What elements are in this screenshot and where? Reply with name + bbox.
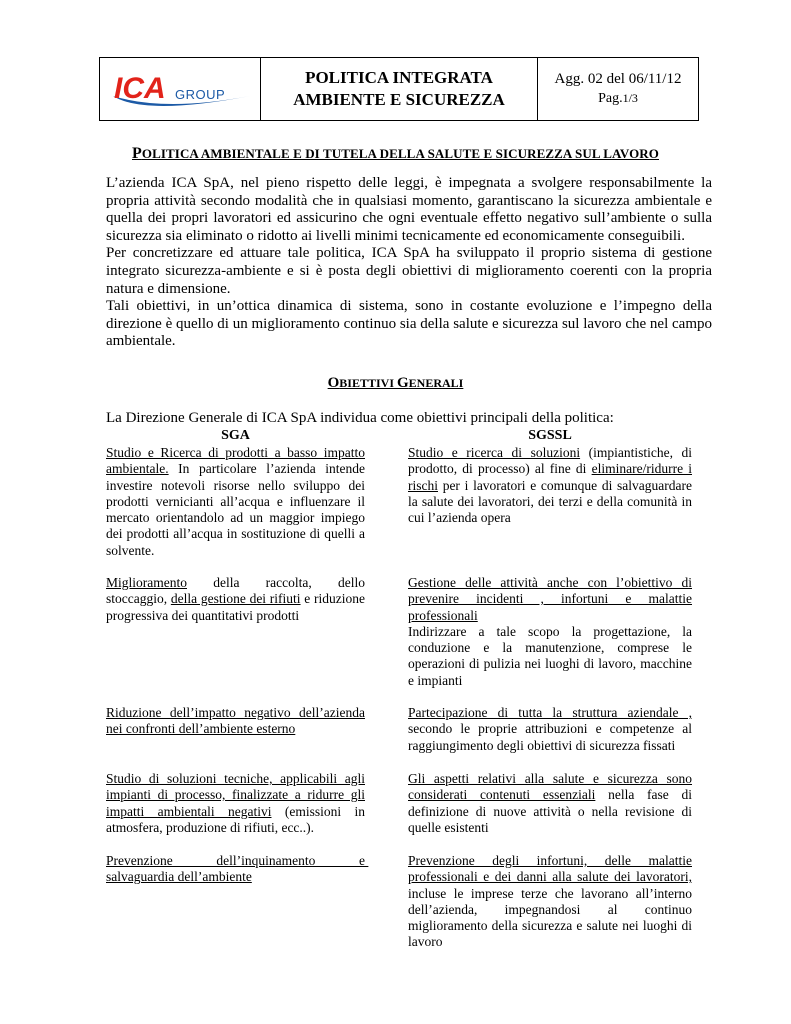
sga-item-5 [106, 853, 369, 886]
sgssl-item-5 [408, 853, 692, 951]
intro-paragraph-3: Tali obiettivi, in un’ottica dinamica di sistema, sono in costante evoluzione e l’impegno della direzione è quello di un miglioramento continuo sia della salute e sicurezza sul lavoro che nel campo ambientale. [106, 298, 712, 350]
sga-item-1 [106, 445, 365, 559]
revision-date: Agg. 02 del 06/11/12 [554, 71, 682, 87]
revision-info [538, 58, 698, 120]
objectives-heading [0, 375, 791, 392]
sgssl-item-3-underlined: Partecipazione di tutta la struttura aziendale , [408, 705, 692, 720]
objectives-lead: La Direzione Generale di ICA SpA individua come obiettivi principali della politica: [106, 410, 614, 426]
svg-text:ICA: ICA [114, 72, 166, 105]
sga-item-4 [106, 771, 365, 836]
sgssl-title: SGSSL [528, 428, 572, 443]
sga-item-1-underlined: Studio e Ricerca di prodotti a basso impatto ambientale. [106, 445, 365, 477]
sga-column [106, 428, 369, 898]
sga-item-2-text-b: e riduzione progressiva dei quantitativi prodotti [106, 591, 365, 623]
sga-item-3-underlined: Riduzione dell’impatto negativo dell’azienda nei confronti dell’ambiente esterno [106, 705, 365, 737]
sgssl-item-5-underlined: Prevenzione degli infortuni, delle malattie professionali e dei danni alla salute dei lavoratori, [408, 853, 692, 885]
svg-text:GROUP: GROUP [175, 87, 226, 102]
sga-item-1-text: In particolare l’azienda intende investire notevoli risorse nello sviluppo dei prodotti vernicianti all’acqua e influenzare il mercato orientandolo ad un maggior impiego dei prodotti all’acqua in sostituzione di quelli a solvente. [106, 461, 365, 558]
sgssl-item-4-underlined: Gli aspetti relativi alla salute e sicurezza sono considerati contenuti essenziali [408, 771, 692, 803]
objectives-rest-o: BIETTIVI [339, 376, 397, 390]
section-heading [0, 145, 791, 163]
sgssl-item-4 [408, 771, 692, 836]
sga-item-4-text: (emissioni in atmosfera, produzione di rifiuti, ecc..). [106, 803, 365, 835]
sga-item-4-underlined: Studio di soluzioni tecniche, applicabili agli impianti di processo, finalizzate a ridurre gli impatti ambientali negativi [106, 771, 365, 819]
heading-initial: P [132, 145, 142, 162]
document-title [261, 58, 538, 120]
sgssl-item-1-text-b: per i lavoratori e comunque di salvaguardare la salute dei lavoratori, dei terzi e della comunità in cui l’azienda opera [408, 477, 692, 526]
sgssl-item-1-underlined-b: eliminare/ridurre i rischi [408, 461, 692, 493]
sga-item-2-underlined-b: della gestione dei rifiuti [170, 591, 301, 607]
intro-paragraph-1: L’azienda ICA SpA, nel pieno rispetto delle leggi, è impegnata a svolgere responsabilmente la propria attività secondo modalità che in qualsiasi momento, garantiscano la sicurezza ambientale e quella dei propri lavoratori ed assicurino che ogni eventuale effetto negativo sull’ambiente o sulla sicurezza sia eliminato o ridotto ai livelli minimi tecnicamente ed economicamente conseguibili. [106, 175, 712, 244]
sga-title: SGA [221, 428, 250, 443]
sga-item-3 [106, 705, 365, 738]
sgssl-item-2 [408, 575, 692, 689]
objectives-rest-g: ENERALI [408, 376, 464, 390]
title-line-2: AMBIENTE E SICUREZZA [293, 90, 505, 109]
intro-text [106, 175, 712, 351]
sgssl-column [408, 428, 692, 958]
sgssl-item-5-text: incluse le imprese terze che lavorano all’interno dell’azienda, impegnandosi al continuo miglioramento della sicurezza e salute nei luoghi di lavoro [408, 885, 692, 950]
sgssl-item-1-underlined-a: Studio e ricerca di soluzioni [408, 445, 581, 460]
page-number: 1/3 [622, 91, 638, 105]
objectives-initial-o: O [327, 375, 340, 391]
sga-item-2-underlined-a: Miglioramento [106, 575, 187, 590]
page-indicator [598, 89, 638, 108]
page-label: Pag. [598, 91, 623, 106]
objectives-initial-g: G [397, 375, 409, 391]
sgssl-item-3 [408, 705, 692, 754]
title-line-1: POLITICA INTEGRATA [305, 68, 493, 87]
sgssl-item-3-text: secondo le proprie attribuzioni e competenze al raggiungimento degli obiettivi di sicurezza fissati [408, 721, 692, 753]
sga-item-2 [106, 575, 369, 624]
heading-rest: OLITICA AMBIENTALE E DI TUTELA DELLA SALUTE E SICUREZZA SUL LAVORO [141, 146, 659, 161]
sgssl-item-2-text: Indirizzare a tale scopo la progettazione, la conduzione e la manutenzione, comprese le operazioni di pulizia nei luoghi di lavoro, macchine e impianti [408, 623, 692, 688]
sgssl-item-1-text-a: (impiantistiche, di prodotto, di processo) al fine di [408, 445, 692, 477]
sga-item-2-text-a: della raccolta, dello stoccaggio, [106, 575, 369, 607]
document-header [99, 57, 699, 121]
intro-paragraph-2: Per concretizzare ed attuare tale politica, ICA SpA ha sviluppato il proprio sistema di gestione integrato sicurezza-ambiente e si è posta degli obiettivi di miglioramento coerenti con la propria natura e dimensione. [106, 245, 712, 297]
ica-group-logo [105, 66, 255, 112]
sgssl-item-4-text: nella fase di definizione di nuove attività o nella revisione di quelle esistenti [408, 787, 692, 835]
company-logo [100, 58, 261, 120]
sgssl-item-1 [408, 445, 692, 526]
sga-item-5-underlined: Prevenzione dell’inquinamento e salvaguardia dell’ambiente [106, 853, 369, 885]
sgssl-item-2-underlined: Gestione delle attività anche con l’obiettivo di prevenire incidenti , infortuni e malattie professionali [408, 575, 692, 623]
